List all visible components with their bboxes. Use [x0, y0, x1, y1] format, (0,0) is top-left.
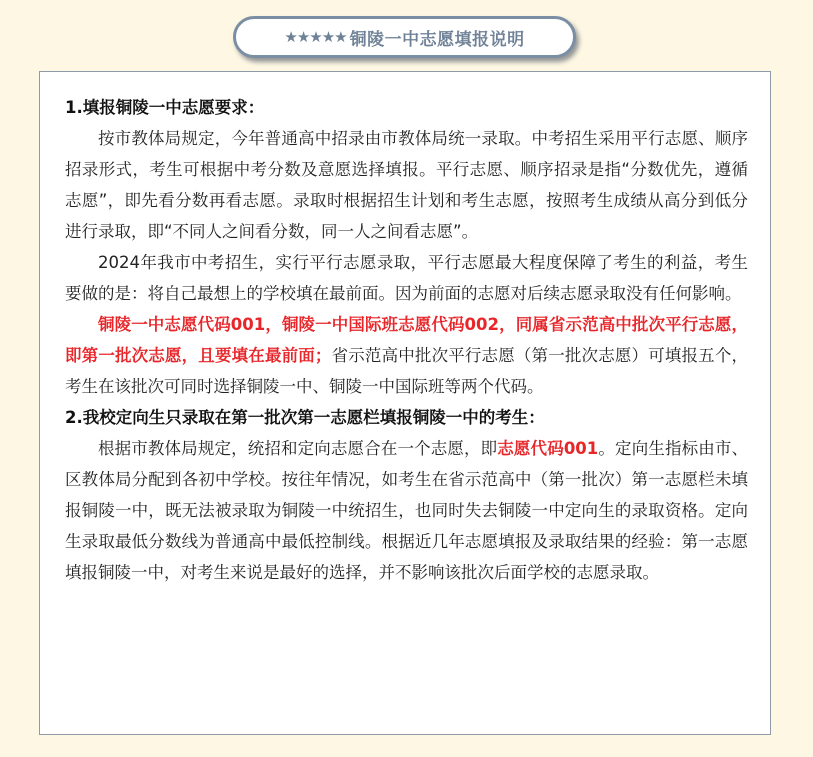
section-2-heading: 2.我校定向生只录取在第一批次第一志愿栏填报铜陵一中的考生：	[65, 408, 545, 427]
volunteer-code-highlight: 铜陵一中志愿代码001，铜陵一中国际班志愿代码002，同属省示范高中批次平行志愿，即第一批次志愿，且要填在最前面；	[65, 315, 748, 365]
star-rating-icon: ★★★★★	[284, 28, 347, 46]
volunteer-code-001-highlight: 志愿代码001	[497, 439, 599, 458]
page-title-banner	[233, 16, 576, 58]
section-1-paragraph-1: 按市教体局规定，今年普通高中招录由市教体局统一录取。中考招生采用平行志愿、顺序招录形式，考生可根据中考分数及意愿选择填报。平行志愿、顺序招录是指“分数优先，遵循志愿”，即先看分数再看志愿。录取时根据招生计划和考生志愿，按照考生成绩从高分到低分进行录取，即“不同人之间看分数，同一人之间看志愿”。	[65, 129, 748, 241]
content-panel	[39, 71, 771, 735]
section-1-paragraph-2: 2024年我市中考招生，实行平行志愿录取，平行志愿最大程度保障了考生的利益，考生要做的是：将自己最想上的学校填在最前面。因为前面的志愿对后续志愿录取没有任何影响。	[65, 253, 748, 303]
section-1-paragraph-3	[65, 309, 748, 402]
section-2-paragraph-1	[65, 433, 748, 588]
section-2-paragraph-1-text-end: 。定向生指标由市、区教体局分配到各初中学校。按往年情况，如考生在省示范高中（第一批次）第一志愿栏未填报铜陵一中，既无法被录取为铜陵一中统招生，也同时失去铜陵一中定向生的录取资格。定向生录取最低分数线为普通高中最低控制线。根据近几年志愿填报及录取结果的经验：第一志愿填报铜陵一中，对考生来说是最好的选择，并不影响该批次后面学校的志愿录取。	[65, 439, 749, 582]
page-title: 铜陵一中志愿填报说明	[349, 29, 525, 50]
section-2-paragraph-1-text-start: 根据市教体局规定，统招和定向志愿合在一个志愿，即	[98, 439, 498, 458]
section-1-heading: 1.填报铜陵一中志愿要求：	[65, 98, 265, 117]
section-1-paragraph-3-text: 省示范高中批次平行志愿（第一批次志愿）可填报五个，考生在该批次可同时选择铜陵一中、铜陵一中国际班等两个代码。	[65, 346, 749, 396]
